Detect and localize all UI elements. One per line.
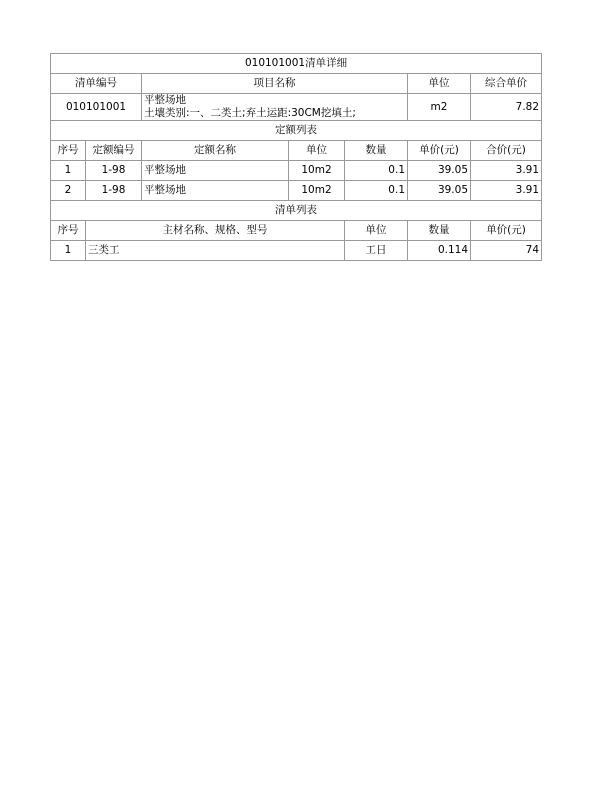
- quota-header-name: 定额名称: [142, 141, 289, 161]
- material-header-no: 序号: [51, 221, 86, 241]
- material-header-name: 主材名称、规格、型号: [86, 221, 345, 241]
- quota-header-qty: 数量: [345, 141, 408, 161]
- header-item-name: 项目名称: [142, 74, 408, 94]
- bill-unit: m2: [408, 94, 471, 121]
- quota-name: 平整场地: [142, 181, 289, 201]
- quota-name: 平整场地: [142, 161, 289, 181]
- bill-item-name-line2: 土壤类别:一、二类土;弃土运距:30CM挖填土;: [144, 107, 356, 119]
- bill-row: [51, 94, 542, 121]
- header-unit: 单位: [408, 74, 471, 94]
- bill-header-row: [51, 74, 542, 94]
- quota-total: 3.91: [471, 181, 542, 201]
- material-no: 1: [51, 241, 86, 261]
- material-header-price: 单价(元): [471, 221, 542, 241]
- quota-total: 3.91: [471, 161, 542, 181]
- quota-header-row: [51, 141, 542, 161]
- material-qty: 0.114: [408, 241, 471, 261]
- header-unit-price: 综合单价: [471, 74, 542, 94]
- quota-unit: 10m2: [289, 181, 345, 201]
- quota-header-total: 合价(元): [471, 141, 542, 161]
- material-section-row: [51, 201, 542, 221]
- quota-no: 2: [51, 181, 86, 201]
- bill-item-name: [142, 94, 408, 121]
- bill-detail-table: [50, 53, 542, 261]
- quota-unit: 10m2: [289, 161, 345, 181]
- bill-item-name-line1: 平整场地: [144, 94, 186, 106]
- material-header-qty: 数量: [408, 221, 471, 241]
- header-bill-code: 清单编号: [51, 74, 142, 94]
- quota-price: 39.05: [408, 181, 471, 201]
- material-name: 三类工: [86, 241, 345, 261]
- quota-qty: 0.1: [345, 181, 408, 201]
- quota-code: 1-98: [86, 181, 142, 201]
- quota-code: 1-98: [86, 161, 142, 181]
- table-row: [51, 241, 542, 261]
- bill-code: 010101001: [51, 94, 142, 121]
- material-section-title: 清单列表: [51, 201, 542, 221]
- material-header-unit: 单位: [345, 221, 408, 241]
- table-title: 010101001清单详细: [51, 54, 542, 74]
- table-row: [51, 161, 542, 181]
- material-header-row: [51, 221, 542, 241]
- quota-price: 39.05: [408, 161, 471, 181]
- quota-header-price: 单价(元): [408, 141, 471, 161]
- bill-unit-price: 7.82: [471, 94, 542, 121]
- title-row: [51, 54, 542, 74]
- quota-header-no: 序号: [51, 141, 86, 161]
- table-row: [51, 181, 542, 201]
- material-price: 74: [471, 241, 542, 261]
- material-unit: 工日: [345, 241, 408, 261]
- quota-header-code: 定额编号: [86, 141, 142, 161]
- quota-section-row: [51, 121, 542, 141]
- quota-no: 1: [51, 161, 86, 181]
- quota-section-title: 定额列表: [51, 121, 542, 141]
- quota-qty: 0.1: [345, 161, 408, 181]
- quota-header-unit: 单位: [289, 141, 345, 161]
